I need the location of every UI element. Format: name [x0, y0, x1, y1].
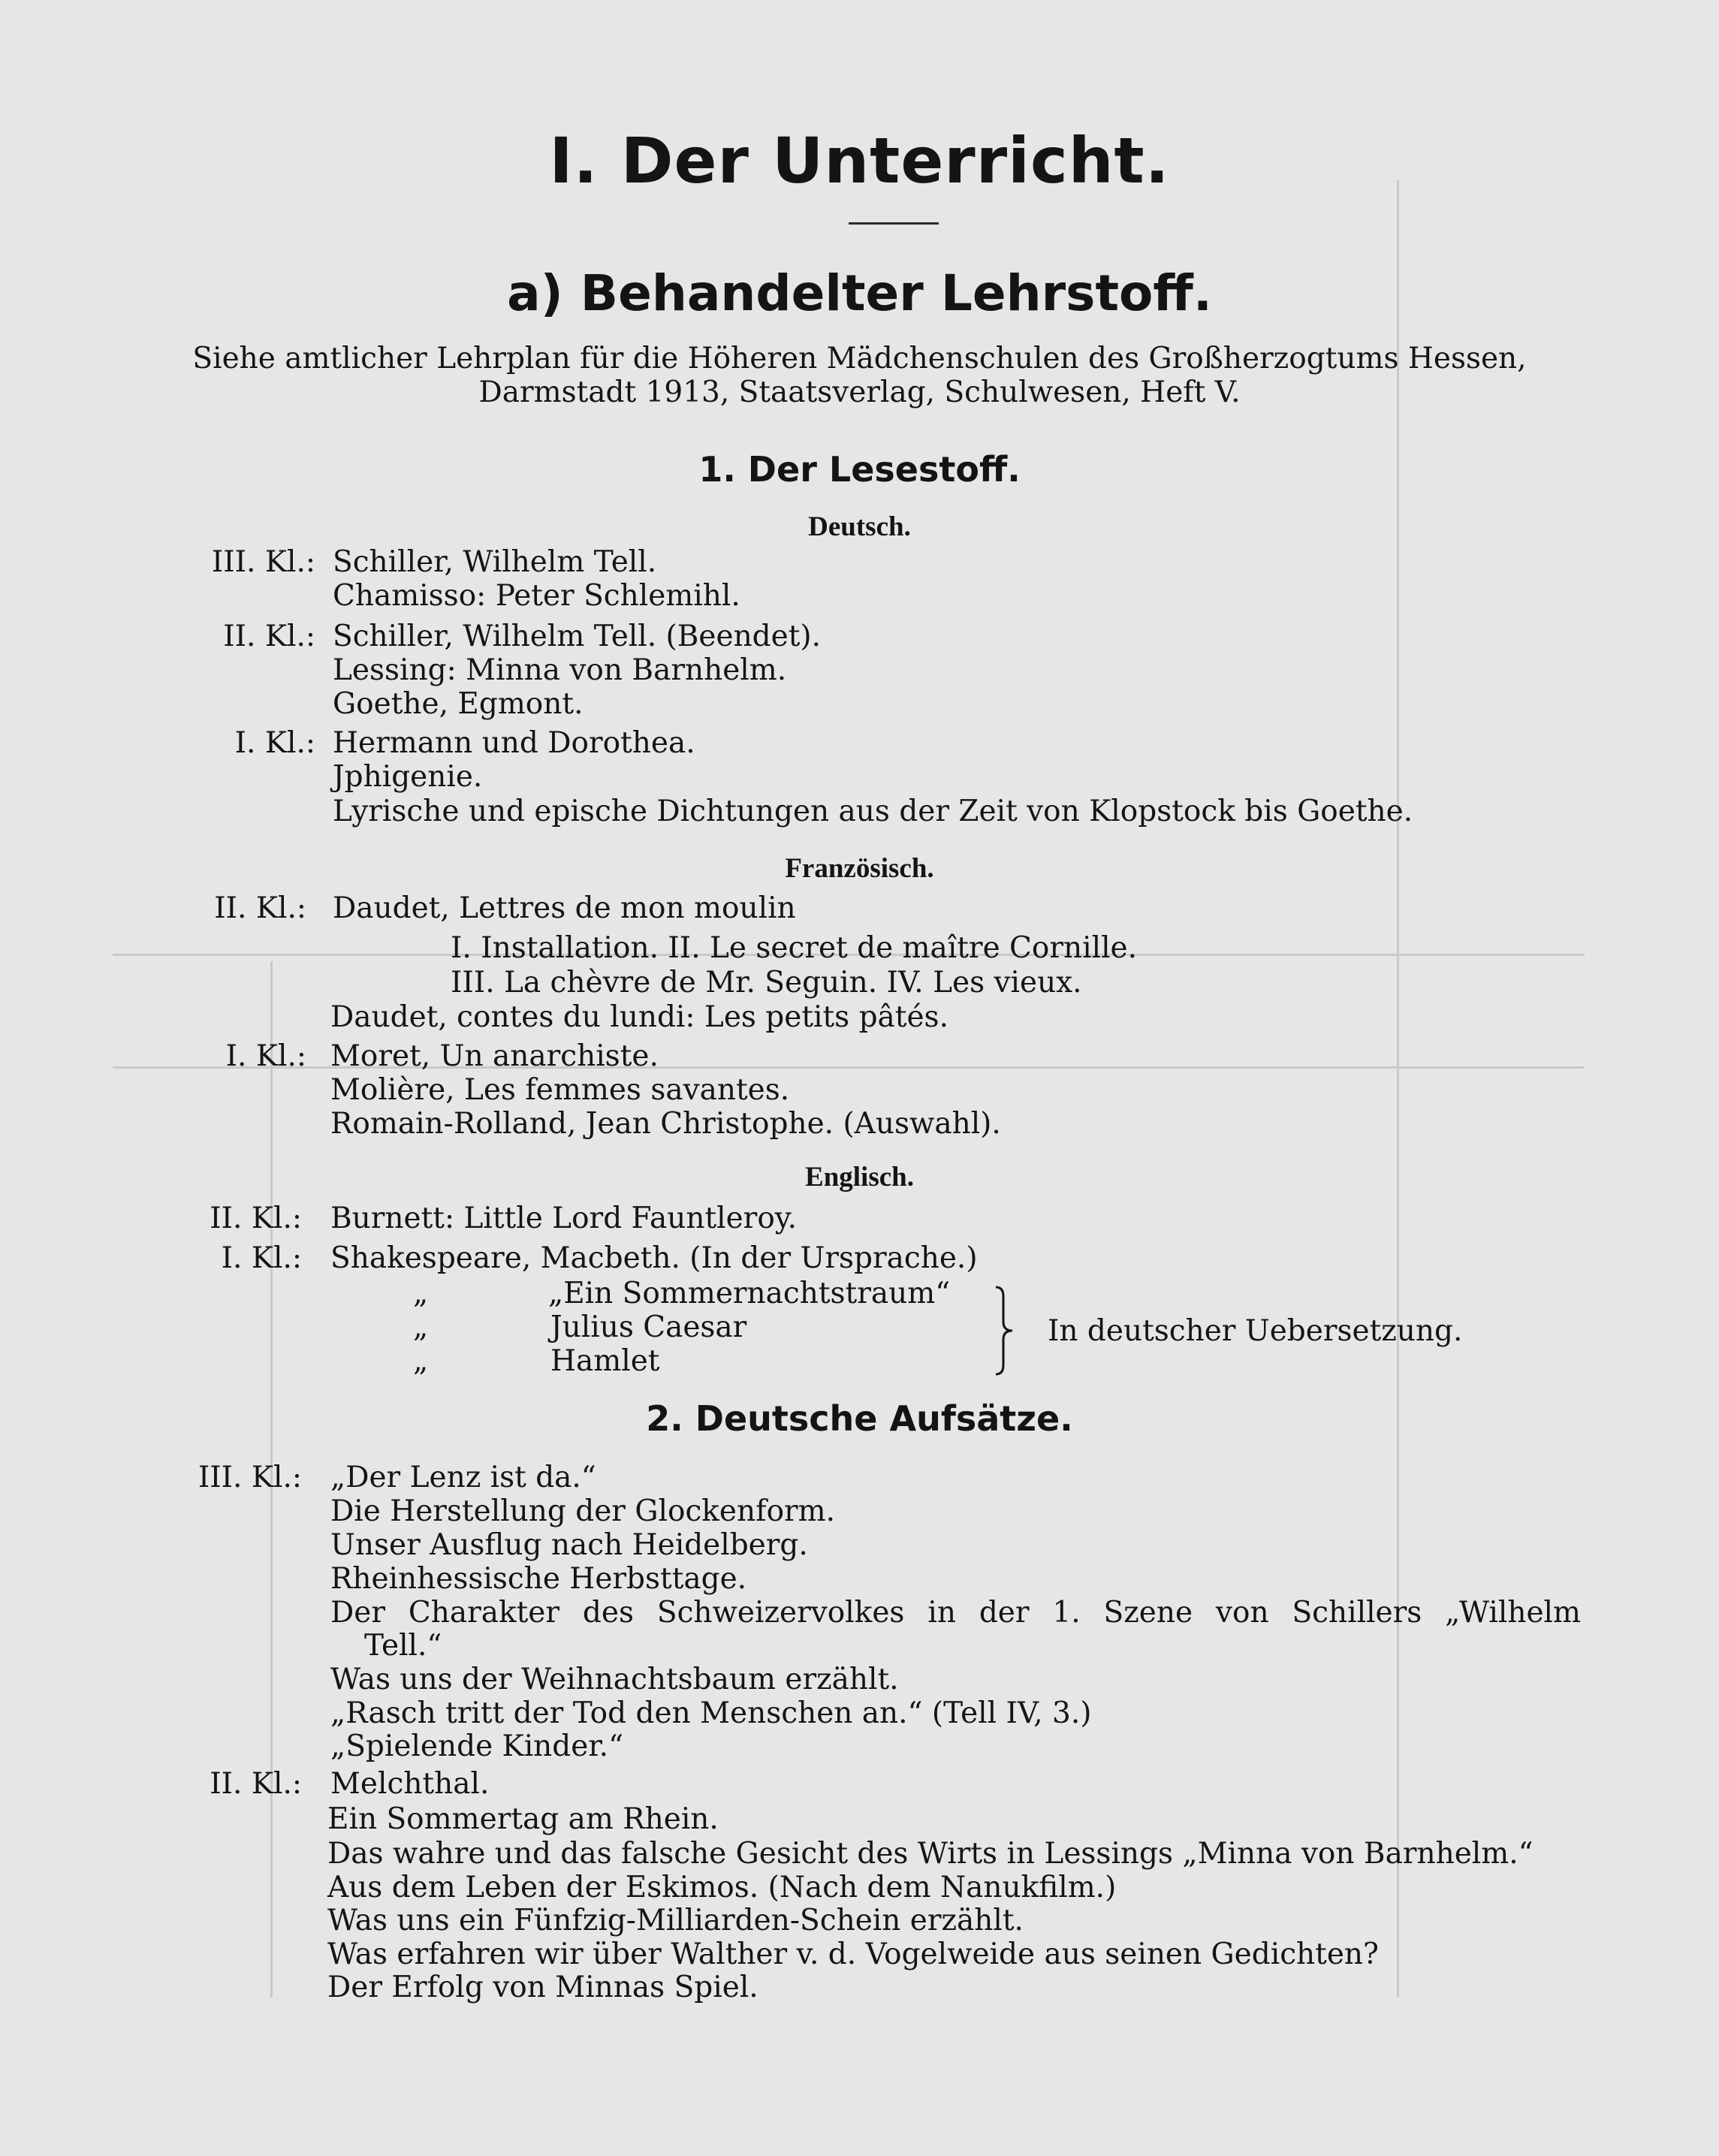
class-label-ii: II. Kl.:: [223, 620, 315, 653]
section-heading-a: a) Behandelter Lehrstoff.: [507, 264, 1212, 322]
reading-item: Lessing: Minna von Barnhelm.: [333, 653, 787, 687]
class-label-iii: III. Kl.:: [198, 1461, 302, 1494]
page-title: I. Der Unterricht.: [549, 124, 1170, 198]
class-label-ii: II. Kl.:: [210, 1202, 302, 1235]
reading-item: Romain-Rolland, Jean Christophe. (Auswahl).: [330, 1107, 1001, 1141]
essay-item: Was erfahren wir über Walther v. d. Vogelweide aus seinen Gedichten?: [327, 1937, 1379, 1971]
essay-item: „Der Lenz ist da.“: [330, 1461, 596, 1494]
essay-item: Unser Ausflug nach Heidelberg.: [330, 1528, 808, 1562]
reading-item: Julius Caesar: [550, 1310, 747, 1344]
essay-item: „Spielende Kinder.“: [330, 1729, 624, 1763]
language-heading-englisch: Englisch.: [805, 1162, 914, 1193]
essay-item: Ein Sommertag am Rhein.: [327, 1802, 719, 1836]
reading-item: „Ein Sommernachtstraum“: [548, 1277, 951, 1310]
reading-item: Schiller, Wilhelm Tell.: [333, 545, 657, 579]
intro-line: Darmstadt 1913, Staatsverlag, Schulwesen, Heft V.: [478, 375, 1241, 409]
title-underline: [849, 222, 939, 225]
reading-item: Hamlet: [550, 1344, 660, 1378]
reading-item: III. La chèvre de Mr. Seguin. IV. Les vieux.: [451, 966, 1082, 1000]
class-label-i: I. Kl.:: [225, 1039, 306, 1073]
class-label-iii: III. Kl.:: [211, 545, 315, 579]
reading-item: Molière, Les femmes savantes.: [330, 1073, 790, 1107]
reading-item: Chamisso: Peter Schlemihl.: [333, 579, 740, 613]
reading-item: Goethe, Egmont.: [333, 687, 584, 721]
subsection-heading-lesestoff: 1. Der Lesestoff.: [698, 449, 1021, 490]
essay-item: Die Herstellung der Glockenform.: [330, 1494, 836, 1528]
essay-item: Melchthal.: [330, 1767, 490, 1801]
reading-item: Jphigenie.: [333, 760, 483, 794]
ditto-mark: „: [413, 1277, 429, 1310]
class-label-i: I. Kl.:: [221, 1241, 302, 1275]
essay-item: Was uns der Weihnachtsbaum erzählt.: [330, 1663, 899, 1696]
language-heading-franzoesisch: Französisch.: [785, 853, 934, 884]
language-heading-deutsch: Deutsch.: [808, 511, 911, 542]
essay-item: Aus dem Leben der Eskimos. (Nach dem Nanukfilm.): [327, 1871, 1117, 1904]
subsection-heading-aufsaetze: 2. Deutsche Aufsätze.: [646, 1398, 1073, 1439]
essay-item: „Rasch tritt der Tod den Menschen an.“ (Tell IV, 3.): [330, 1696, 1092, 1730]
essay-item: Das wahre und das falsche Gesicht des Wirts in Lessings „Minna von Barnhelm.“: [327, 1837, 1534, 1871]
reading-item: Daudet, contes du lundi: Les petits pâtés.: [330, 1000, 948, 1034]
essay-item: Tell.“: [364, 1629, 442, 1663]
reading-item: Burnett: Little Lord Fauntleroy.: [330, 1202, 798, 1235]
ditto-mark: „: [413, 1344, 429, 1378]
essay-item: Der Erfolg von Minnas Spiel.: [327, 1971, 758, 2004]
reading-item: Moret, Un anarchiste.: [330, 1039, 659, 1073]
class-label-ii: II. Kl.:: [214, 891, 306, 925]
ditto-mark: „: [413, 1310, 429, 1344]
reading-item: Hermann und Dorothea.: [333, 726, 695, 760]
translation-note: In deutscher Uebersetzung.: [1048, 1314, 1463, 1348]
curly-brace-icon: [993, 1286, 1015, 1376]
essay-item: Rheinhessische Herbsttage.: [330, 1562, 747, 1596]
reading-item: Daudet, Lettres de mon moulin: [333, 891, 796, 925]
reading-item: Schiller, Wilhelm Tell. (Beendet).: [333, 620, 822, 653]
reading-item: Shakespeare, Macbeth. (In der Ursprache.): [330, 1241, 978, 1275]
reading-item: I. Installation. II. Le secret de maître Cornille.: [451, 931, 1138, 965]
intro-line: Siehe amtlicher Lehrplan für die Höheren Mädchenschulen des Großherzogtums Hessen,: [192, 342, 1527, 375]
essay-item: Der Charakter des Schweizervolkes in der 1. Szene von Schillers „Wilhelm: [330, 1596, 1581, 1630]
class-label-i: I. Kl.:: [234, 726, 315, 760]
class-label-ii: II. Kl.:: [210, 1767, 302, 1801]
reading-item: Lyrische und epische Dichtungen aus der Zeit von Klopstock bis Goethe.: [333, 795, 1413, 828]
essay-item: Was uns ein Fünfzig-Milliarden-Schein erzählt.: [327, 1904, 1024, 1937]
